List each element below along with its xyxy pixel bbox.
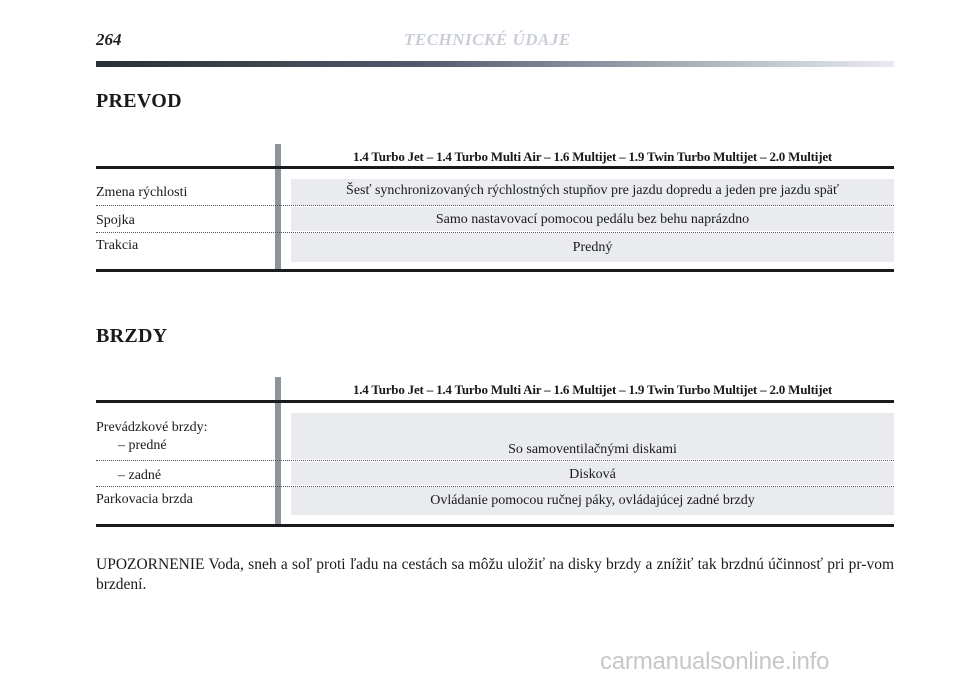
row-label: Zmena rýchlosti [96,185,188,200]
running-title: TECHNICKÉ ÚDAJE [404,30,571,49]
section-title-prevod: PREVOD [96,90,182,112]
column-header: 1.4 Turbo Jet – 1.4 Turbo Multi Air – 1.6 Multijet – 1.9 Twin Turbo Multijet – 2.0 Multijet [352,149,833,164]
row-label: Parkovacia brzda [96,492,193,507]
table-divider-bar [275,144,281,272]
row-value: So samoventilačnými diskami [508,442,677,457]
header-rule [96,61,894,67]
section-title-brzdy: BRZDY [96,325,168,347]
row-value: Šesť synchronizovaných rýchlostných stupňov pre jazdu dopredu a jeden pre jazdu späť [346,183,839,198]
row-group-label: Prevádzkové brzdy: [96,420,208,435]
page-number: 264 [96,30,122,49]
row-value: Ovládanie pomocou ručnej páky, ovládajúcej zadné brzdy [430,493,755,508]
row-separator [96,486,894,487]
row-separator [96,460,894,461]
row-label: Spojka [96,213,135,228]
row-separator [96,232,894,233]
table-top-rule [96,166,894,169]
column-header: 1.4 Turbo Jet – 1.4 Turbo Multi Air – 1.6 Multijet – 1.9 Twin Turbo Multijet – 2.0 Multijet [352,382,833,397]
row-value: Disková [569,467,616,482]
row-separator [96,205,894,206]
row-label: Trakcia [96,238,139,253]
watermark: carmanualsonline.info [600,648,830,675]
row-label: – zadné [118,468,162,483]
table-bottom-rule [96,269,894,272]
table-top-rule [96,400,894,403]
row-value: Samo nastavovací pomocou pedálu bez behu naprázdno [435,212,750,227]
row-label: – predné [118,438,167,453]
row-value: Predný [572,240,613,255]
warning-note: UPOZORNENIE Voda, sneh a soľ proti ľadu na cestách sa môžu uložiť na disky brzdy a znížiť tak brzdnú účinnosť pri pr-vom brzdení. [96,556,894,593]
table-bottom-rule [96,524,894,527]
